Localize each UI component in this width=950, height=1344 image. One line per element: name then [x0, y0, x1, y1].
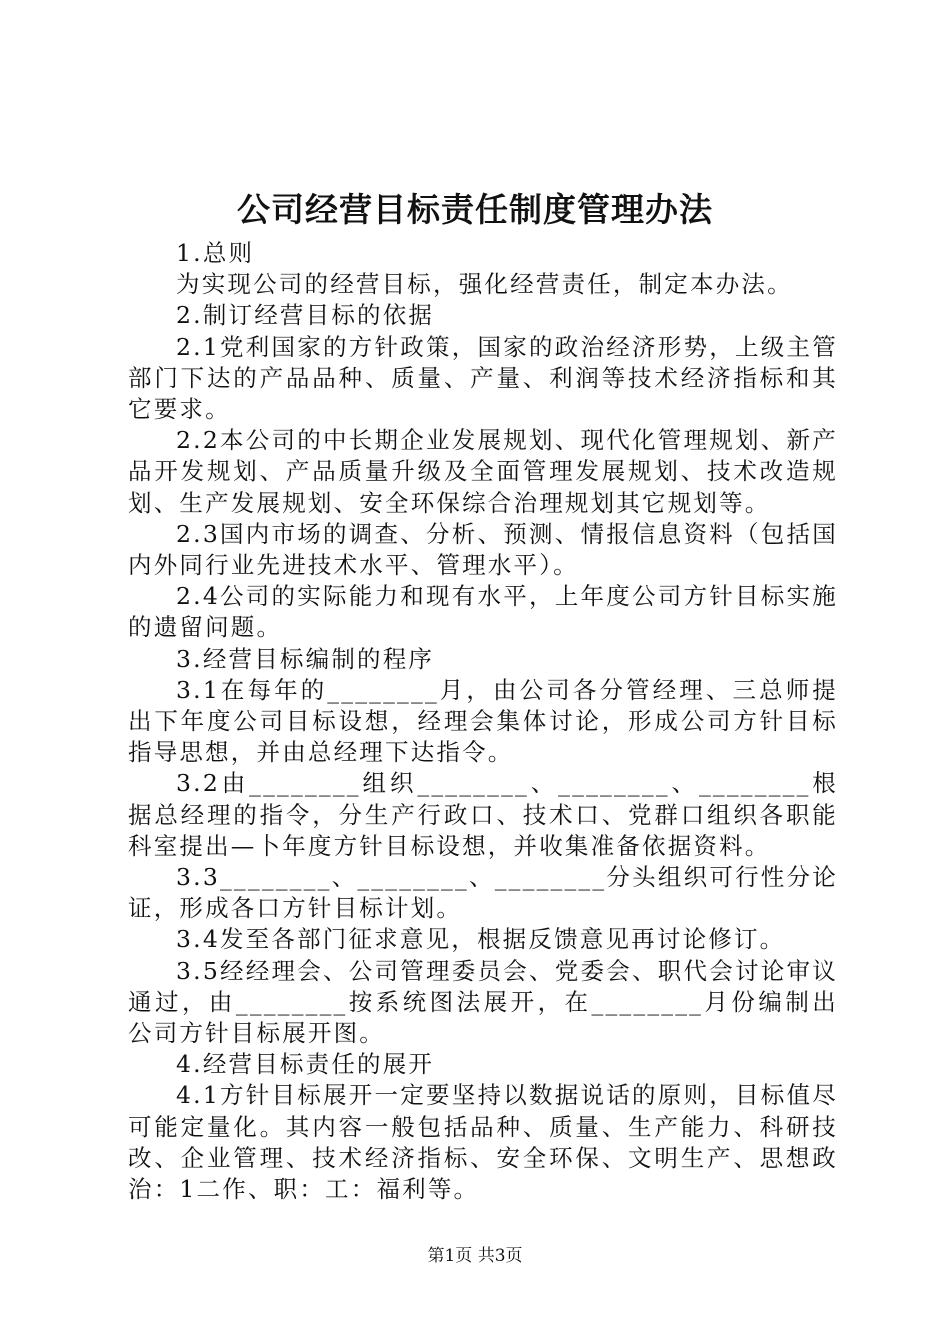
section-heading: 4.经营目标责任的展开	[176, 1050, 435, 1079]
document-body	[128, 238, 838, 1205]
paragraph: 2.3国内市场的调查、分析、预测、情报信息资料（包括国内外同行业先进技术水平、管理水平）。	[128, 519, 838, 580]
paragraph: 3.5经经理会、公司管理委员会、党委会、职代会讨论审议通过，由________按系统图法展开，在________月份编制出公司方针目标展开图。	[128, 956, 838, 1048]
paragraph: 3.1在每年的________月，由公司各分管经理、三总师提出下年度公司目标设想，经理会集体讨论，形成公司方针目标指导思想，并由总经理下达指令。	[128, 675, 838, 767]
section-heading: 1.总则	[176, 239, 255, 267]
page-footer: 第1页 共3页	[427, 1246, 523, 1266]
section-heading: 3.经营目标编制的程序	[176, 644, 435, 673]
paragraph: 为实现公司的经营目标，强化经营责任，制定本办法。	[176, 270, 793, 299]
section-heading: 2.制订经营目标的依据	[176, 301, 435, 330]
paragraph: 2.4公司的实际能力和现有水平，上年度公司方针目标实施的遗留问题。	[128, 582, 838, 642]
paragraph: 4.1方针目标展开一定要坚持以数据说话的原则，目标值尽可能定量化。其内容一般包括品种、质量、生产能力、科研技改、企业管理、技术经济指标、安全环保、文明生产、思想政治：1二作、职：工：福利等。	[128, 1081, 838, 1204]
paragraph: 3.2由________组织________、________、________根据总经理的指令，分生产行政口、技术口、党群口组织各职能科室提出—卜年度方针目标设想，并收集准备依据资料。	[128, 769, 838, 860]
paragraph: 2.1党利国家的方针政策，国家的政治经济形势，上级主管部门下达的产品品种、质量、产量、利润等技术经济指标和其它要求。	[128, 332, 838, 424]
paragraph: 3.4发至各部门征求意见，根据反馈意见再讨论修订。	[176, 925, 786, 954]
document-title: 公司经营目标责任制度管理办法	[237, 190, 713, 229]
paragraph: 2.2本公司的中长期企业发展规划、现代化管理规划、新产品开发规划、产品质量升级及全面管理发展规划、技术改造规划、生产发展规划、安全环保综合治理规划其它规划等。	[128, 426, 838, 517]
paragraph: 3.3________、________、________分头组织可行性分论证，形成各口方针目标计划。	[128, 863, 838, 923]
